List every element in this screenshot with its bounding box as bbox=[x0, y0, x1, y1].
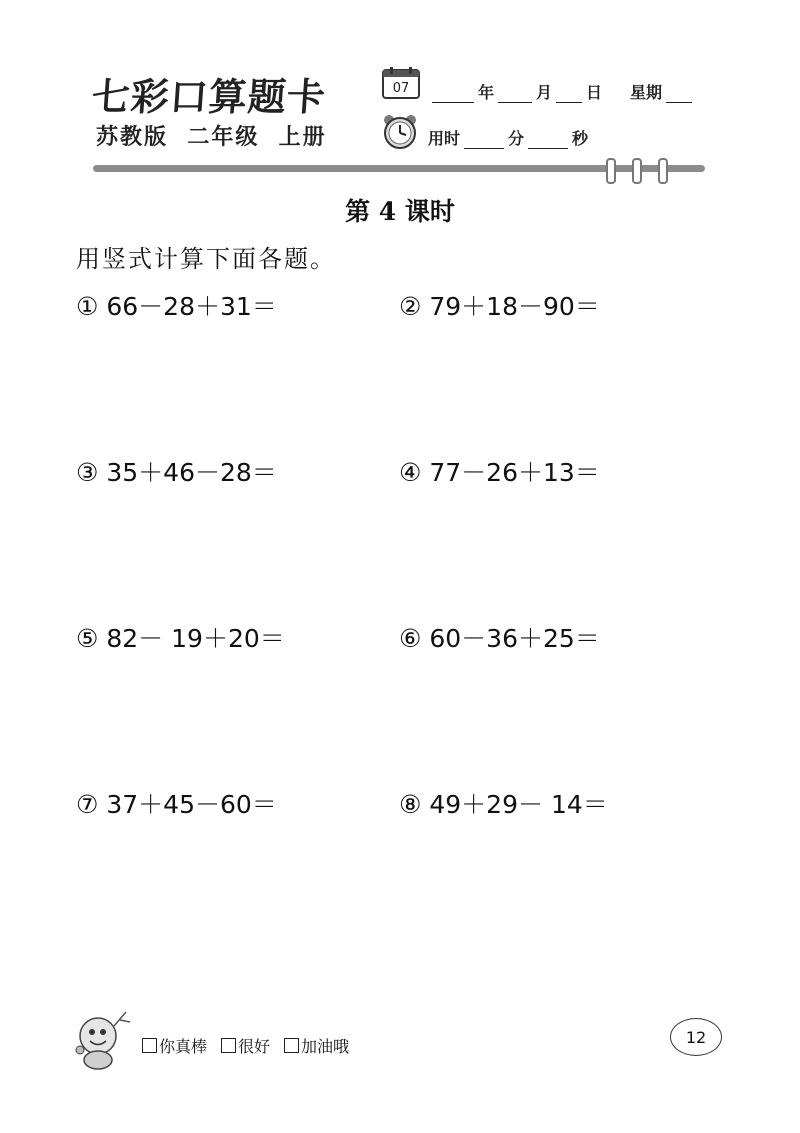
edition-label: 苏教版 二年级 上册 bbox=[96, 125, 327, 150]
problem-expression: 49＋29－ 14＝ bbox=[429, 790, 608, 819]
problem-6 bbox=[399, 619, 600, 655]
rating-label: 加油哦 bbox=[301, 1037, 350, 1056]
weekday-label: 星期 bbox=[630, 83, 663, 102]
brand-title: 七彩口算题卡 bbox=[90, 75, 328, 119]
seconds-blank[interactable] bbox=[528, 134, 568, 149]
binder-ring-icon bbox=[658, 158, 668, 184]
year-label: 年 bbox=[478, 83, 495, 102]
problem-index: ③ bbox=[76, 458, 99, 487]
weekday-blank[interactable] bbox=[666, 88, 692, 103]
day-label: 日 bbox=[586, 83, 603, 102]
problem-index: ⑧ bbox=[399, 790, 422, 819]
rating-great[interactable] bbox=[142, 1034, 207, 1057]
time-used-label: 用时 bbox=[428, 129, 461, 148]
problem-3 bbox=[76, 453, 277, 489]
rating-label: 很好 bbox=[238, 1037, 271, 1056]
instruction: 用竖式计算下面各题。 bbox=[76, 245, 336, 273]
problem-2 bbox=[399, 287, 600, 323]
rating-good[interactable] bbox=[221, 1034, 270, 1057]
problem-index: ① bbox=[76, 292, 99, 321]
date-line bbox=[428, 80, 696, 103]
calendar-day: 07 bbox=[392, 81, 410, 96]
checkbox-icon[interactable] bbox=[142, 1038, 157, 1053]
checkbox-icon[interactable] bbox=[221, 1038, 236, 1053]
alarm-clock-icon bbox=[381, 113, 419, 151]
problem-index: ④ bbox=[399, 458, 422, 487]
month-label: 月 bbox=[536, 83, 553, 102]
month-blank[interactable] bbox=[498, 88, 532, 103]
time-line bbox=[428, 126, 588, 149]
problem-index: ⑦ bbox=[76, 790, 99, 819]
problem-4 bbox=[399, 453, 600, 489]
binder-ring-icon bbox=[632, 158, 642, 184]
checkbox-icon[interactable] bbox=[284, 1038, 299, 1053]
problem-expression: 79＋18－90＝ bbox=[429, 292, 600, 321]
seconds-label: 秒 bbox=[572, 129, 589, 148]
problem-1 bbox=[76, 287, 277, 323]
problem-expression: 82－ 19＋20＝ bbox=[106, 624, 285, 653]
problem-index: ⑤ bbox=[76, 624, 99, 653]
problem-index: ② bbox=[399, 292, 422, 321]
problem-7 bbox=[76, 785, 277, 821]
day-blank[interactable] bbox=[556, 88, 582, 103]
problem-index: ⑥ bbox=[399, 624, 422, 653]
binder-ring-icon bbox=[606, 158, 616, 184]
problem-expression: 35＋46－28＝ bbox=[106, 458, 277, 487]
minutes-label: 分 bbox=[508, 129, 525, 148]
problem-expression: 60－36＋25＝ bbox=[429, 624, 600, 653]
problem-8 bbox=[399, 785, 608, 821]
minutes-blank[interactable] bbox=[464, 134, 504, 149]
problem-expression: 77－26＋13＝ bbox=[429, 458, 600, 487]
lesson-title: 第 4 课时 bbox=[345, 197, 455, 226]
problem-5 bbox=[76, 619, 285, 655]
year-blank[interactable] bbox=[432, 88, 474, 103]
problem-expression: 66－28＋31＝ bbox=[106, 292, 277, 321]
page-number: 12 bbox=[670, 1018, 722, 1056]
problem-expression: 37＋45－60＝ bbox=[106, 790, 277, 819]
rating-keep-going[interactable] bbox=[284, 1034, 349, 1057]
mascot-icon bbox=[70, 1006, 136, 1072]
rating-label: 你真棒 bbox=[159, 1037, 208, 1056]
self-rating bbox=[142, 1034, 349, 1057]
calendar-icon bbox=[381, 66, 421, 100]
